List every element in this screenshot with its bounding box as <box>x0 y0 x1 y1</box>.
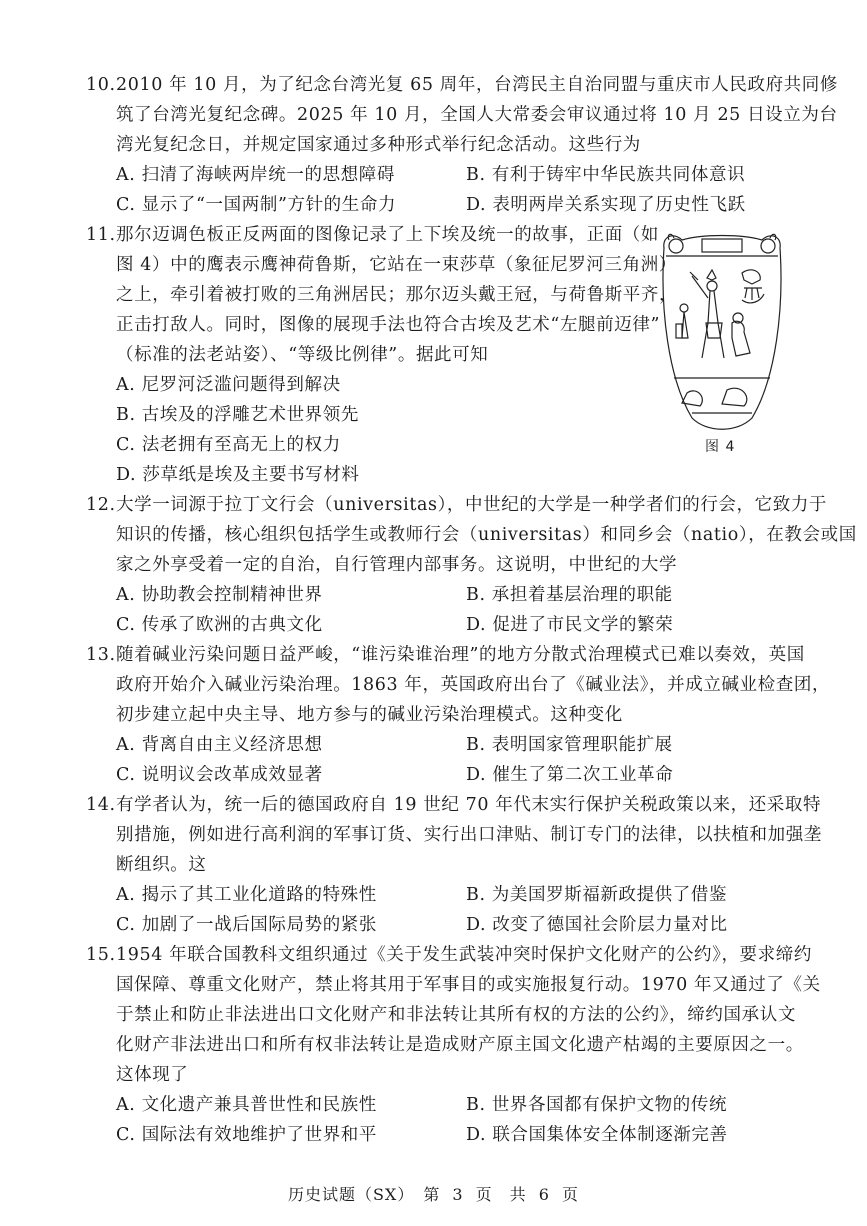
question-number: 13. <box>86 645 116 665</box>
option-c: C. 国际法有效地维护了世界和平 <box>116 1125 377 1145</box>
narmer-palette-illustration <box>652 228 792 433</box>
question-13 <box>86 640 831 790</box>
question-text-line: 随着碱业污染问题日益严峻，“谁污染谁治理”的地方分散式治理模式已难以奏效，英国 <box>116 645 805 665</box>
options-row <box>86 1090 796 1120</box>
option-c: C. 传承了欧洲的古典文化 <box>116 615 323 635</box>
option-d: D. 改变了德国社会阶层力量对比 <box>466 915 728 935</box>
question-text-line: 之上，牵引着被打败的三角洲居民；那尔迈头戴王冠，与荷鲁斯平齐， <box>116 285 678 305</box>
question-text-line: 2010 年 10 月，为了纪念台湾光复 65 周年，台湾民主自治同盟与重庆市人民政府共同修 <box>116 75 838 95</box>
option-a: A. 揭示了其工业化道路的特殊性 <box>116 885 377 905</box>
option-b: B. 承担着基层治理的职能 <box>466 585 673 605</box>
option-b: B. 古埃及的浮雕艺术世界领先 <box>116 405 359 425</box>
option-d: D. 促进了市民文学的繁荣 <box>466 615 674 635</box>
question-text-line: 化财产非法进出口和所有权非法转让是造成财产原主国文化遗产枯竭的主要原因之一。 <box>116 1035 804 1055</box>
options-row <box>86 580 796 610</box>
question-number: 15. <box>86 945 116 965</box>
question-11 <box>86 220 678 490</box>
option-c: C. 加剧了一战后国际局势的紧张 <box>116 915 377 935</box>
options-row <box>86 160 796 190</box>
option-c: C. 显示了“一国两制”方针的生命力 <box>116 195 397 215</box>
question-text-line: 别措施，例如进行高利润的军事订货、实行出口津贴、制订专门的法律，以扶植和加强垄 <box>116 825 822 845</box>
option-d: D. 莎草纸是埃及主要书写材料 <box>116 465 360 485</box>
options-row <box>86 730 796 760</box>
narmer-palette-figure <box>652 228 792 458</box>
question-number: 14. <box>86 795 116 815</box>
question-text-line: 图 4）中的鹰表示鹰神荷鲁斯，它站在一束莎草（象征尼罗河三角洲） <box>116 255 677 275</box>
option-b: B. 表明国家管理职能扩展 <box>466 735 673 755</box>
question-number: 10. <box>86 75 116 95</box>
option-a: A. 文化遗产兼具普世性和民族性 <box>116 1095 377 1115</box>
question-text-line: （标准的法老站姿）、“等级比例律”。据此可知 <box>116 345 489 365</box>
option-d: D. 催生了第二次工业革命 <box>466 765 674 785</box>
page-footer: 历史试题（SX） 第 3 页 共 6 页 <box>287 1185 580 1204</box>
figure-caption: 图 4 <box>705 439 736 455</box>
question-text-line: 大学一词源于拉丁文行会（universitas），中世纪的大学是一种学者们的行会，它致力于 <box>116 495 828 515</box>
question-text-line: 初步建立起中央主导、地方参与的碱业污染治理模式。这种变化 <box>116 705 623 725</box>
options-row <box>86 610 796 640</box>
option-c: C. 说明议会改革成效显著 <box>116 765 323 785</box>
question-text-line: 1954 年联合国教科文组织通过《关于发生武装冲突时保护文化财产的公约》，要求缔约 <box>116 945 812 965</box>
option-c: C. 法老拥有至高无上的权力 <box>116 435 341 455</box>
options-row <box>86 910 796 940</box>
question-text-line: 断组织。这 <box>116 855 207 875</box>
question-number: 12. <box>86 495 116 515</box>
question-number: 11. <box>86 225 116 245</box>
options-row <box>86 880 796 910</box>
option-d: D. 表明两岸关系实现了历史性飞跃 <box>466 195 746 215</box>
question-10 <box>86 70 838 220</box>
options-row <box>86 1120 796 1150</box>
option-b: B. 世界各国都有保护文物的传统 <box>466 1095 728 1115</box>
question-text-line: 正击打敌人。同时，图像的展现手法也符合古埃及艺术“左腿前迈律” <box>116 315 660 335</box>
options-row <box>86 190 796 220</box>
option-d: D. 联合国集体安全体制逐渐完善 <box>466 1125 728 1145</box>
question-text-line: 家之外享受着一定的自治，自行管理内部事务。这说明，中世纪的大学 <box>116 555 678 575</box>
question-text-line: 这体现了 <box>116 1065 189 1085</box>
question-15 <box>86 940 821 1150</box>
question-text-line: 那尔迈调色板正反两面的图像记录了上下埃及统一的故事，正面（如 <box>116 225 659 245</box>
option-a: A. 扫清了海峡两岸统一的思想障碍 <box>116 165 395 185</box>
options-row <box>86 760 796 790</box>
option-b: B. 为美国罗斯福新政提供了借鉴 <box>466 885 728 905</box>
question-text-line: 筑了台湾光复纪念碑。2025 年 10 月，全国人大常委会审议通过将 10 月 25 日设立为台 <box>116 105 838 125</box>
option-a: A. 背离自由主义经济思想 <box>116 735 323 755</box>
option-b: B. 有利于铸牢中华民族共同体意识 <box>466 165 746 185</box>
question-text-line: 湾光复纪念日，并规定国家通过多种形式举行纪念活动。这些行为 <box>116 135 641 155</box>
option-a: A. 协助教会控制精神世界 <box>116 585 323 605</box>
question-text-line: 于禁止和防止非法进出口文化财产和非法转让其所有权的方法的公约》，缔约国承认文 <box>116 1005 796 1025</box>
question-text-line: 政府开始介入碱业污染治理。1863 年，英国政府出台了《碱业法》，并成立碱业检查团， <box>116 675 831 695</box>
option-a: A. 尼罗河泛滥问题得到解决 <box>116 375 341 395</box>
question-text-line: 国保障、尊重文化财产，禁止将其用于军事目的或实施报复行动。1970 年又通过了《关 <box>116 975 821 995</box>
question-text-line: 有学者认为，统一后的德国政府自 19 世纪 70 年代末实行保护关税政策以来，还采取特 <box>116 795 822 815</box>
question-12 <box>86 490 857 640</box>
question-14 <box>86 790 822 940</box>
question-text-line: 知识的传播，核心组织包括学生或教师行会（universitas）和同乡会（natio），在教会或国 <box>116 525 857 545</box>
